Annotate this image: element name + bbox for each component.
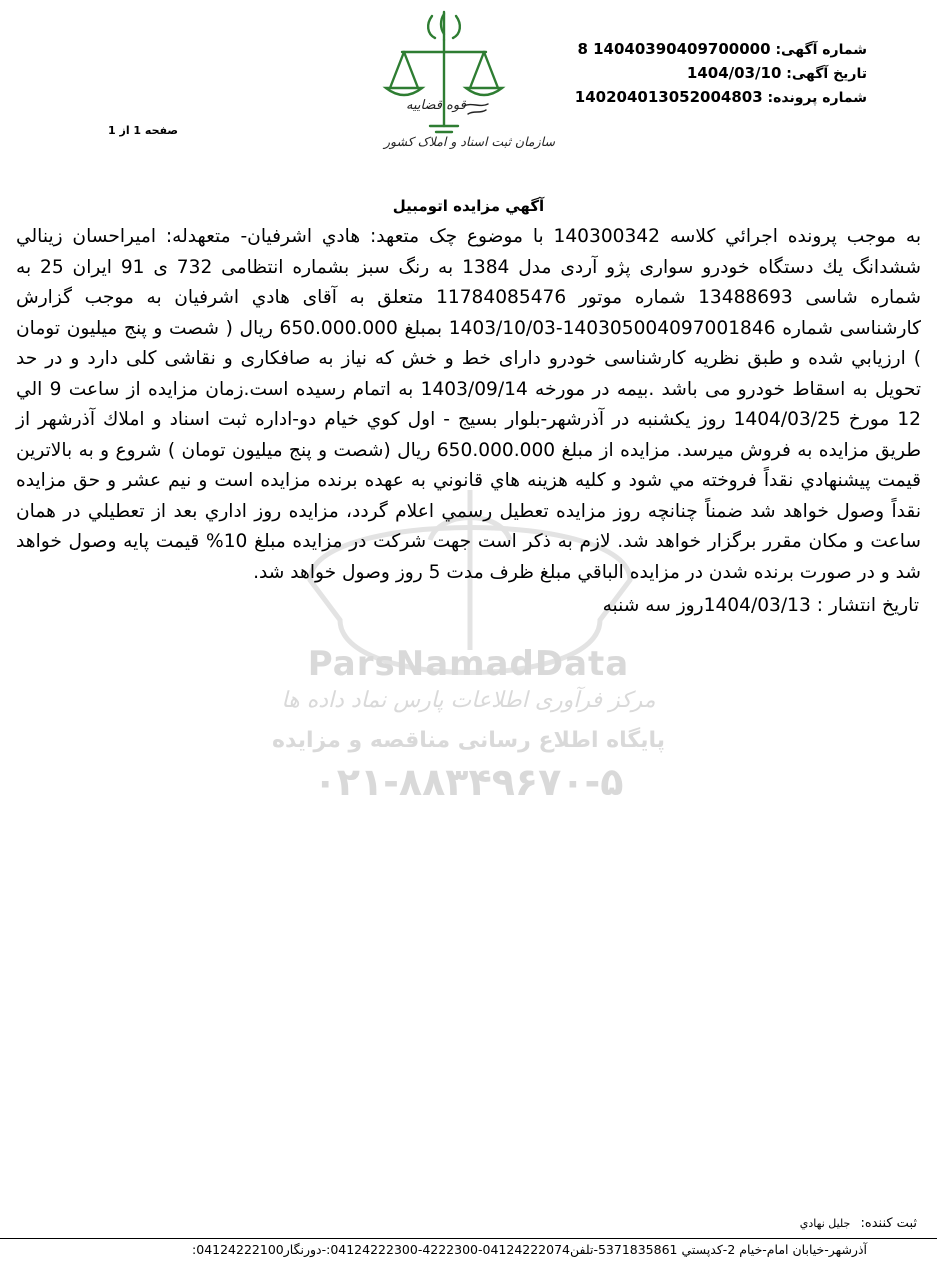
notice-metadata: [537, 38, 867, 110]
ad-number-label: شماره آگهی:: [775, 42, 867, 58]
publish-label: تاريخ انتشار :: [816, 595, 919, 616]
ad-date-row: [537, 62, 867, 86]
registrar-line: [800, 1216, 917, 1231]
ad-number-row: [537, 38, 867, 62]
footer: [0, 1238, 937, 1261]
watermark-phone: ۰۲۱-۸۸۳۴۹۶۷۰-۵: [313, 760, 624, 804]
watermark-line-1: مرکز فرآوری اطلاعات پارس نماد داده ها: [281, 688, 656, 713]
case-number-row: [537, 86, 867, 110]
footer-address: آذرشهر-خيابان امام-خيام 2-كدپستي 5371835861-تلفن04124222074-4222300-04124222300:-دورنگار04124222100:: [192, 1242, 867, 1257]
watermark-brand: ParsNamadData: [307, 644, 630, 684]
ad-date-value: 1404/03/10: [686, 64, 782, 82]
org-name: سازمان ثبت اسناد و املاک کشور: [384, 134, 555, 149]
publish-day: روز سه شنبه: [602, 595, 704, 616]
publish-info: [603, 591, 919, 621]
ad-date-label: تاریخ آگهی:: [786, 66, 867, 82]
notice-title: آگهي مزايده اتومبيل: [392, 197, 545, 215]
watermark-line-2: پایگاه اطلاع رسانی مناقصه و مزایده: [272, 728, 665, 753]
publish-date: 1404/03/13: [703, 595, 811, 616]
case-number-value: 140204013052004803: [574, 88, 763, 106]
notice-body: [16, 222, 921, 588]
case-number-label: شماره پرونده:: [767, 90, 867, 106]
judiciary-name: قوه قضاییه: [406, 98, 466, 113]
page-indicator: صفحه 1 از 1: [108, 124, 179, 137]
ad-number-value: 14040390409700000 8: [577, 40, 771, 58]
registrar-name: جليل نهادي: [799, 1217, 851, 1230]
registrar-label: ثبت كننده:: [860, 1216, 917, 1231]
judiciary-emblem-logo: [380, 6, 560, 166]
notice-paragraph: به موجب پرونده اجرائي كلاسه 140300342 با موضوع چک متعهد: هادي اشرفيان- متعهدله: اميراحسان زينالي ششدانگ يك دستگاه خودرو سواری پژو آردی مدل 1384 به رنگ سبز بشماره انتظامی 732 ی 91 ايران 25 به شماره شاسی 13488693 شماره موتور 11784085476 متعلق به آقای هادي اشرفيان به موجب گزارش كارشناسی شماره 140305004097001846-1403/10/03 بمبلغ 650.000.000 ريال ( شصت و پنج ميليون تومان ) ارزيابي شده و طبق نظريه كارشناسی خودرو دارای خط و خش كه نياز به صافكاری و نقاشی كلی دارد و در حد تحويل به اسقاط خودرو می باشد .بيمه در مورخه 1403/09/14 به اتمام رسيده است.زمان مزايده از ساعت 9 الي 12 مورخ 1404/03/25 روز يكشنبه در آذرشهر-بلوار بسيج - اول كوي خيام دو-اداره ثبت اسناد و املاك آذرشهر از طريق مزايده به فروش ميرسد. مزايده از مبلغ 650.000.000 ريال (شصت و پنج ميليون تومان ) شروع و به بالاترين قيمت پيشنهادي نقداً فروخته مي شود و كليه هزينه هاي قانوني به عهده برنده مزايده است و نيم عشر و حق مزايده نقداً وصول خواهد شد ضمناً چنانچه روز مزايده تعطيل رسمي اعلام گردد، مزايده روز اداري بعد از تعطيلي در همان ساعت و مكان مقرر برگزار خواهد شد. لازم به ذكر است جهت شركت در مزايده مبلغ 10% قيمت پايه وصول خواهد شد و در صورت برنده شدن در مزايده الباقي مبلغ ظرف مدت 5 روز وصول خواهد شد.: [16, 226, 922, 583]
